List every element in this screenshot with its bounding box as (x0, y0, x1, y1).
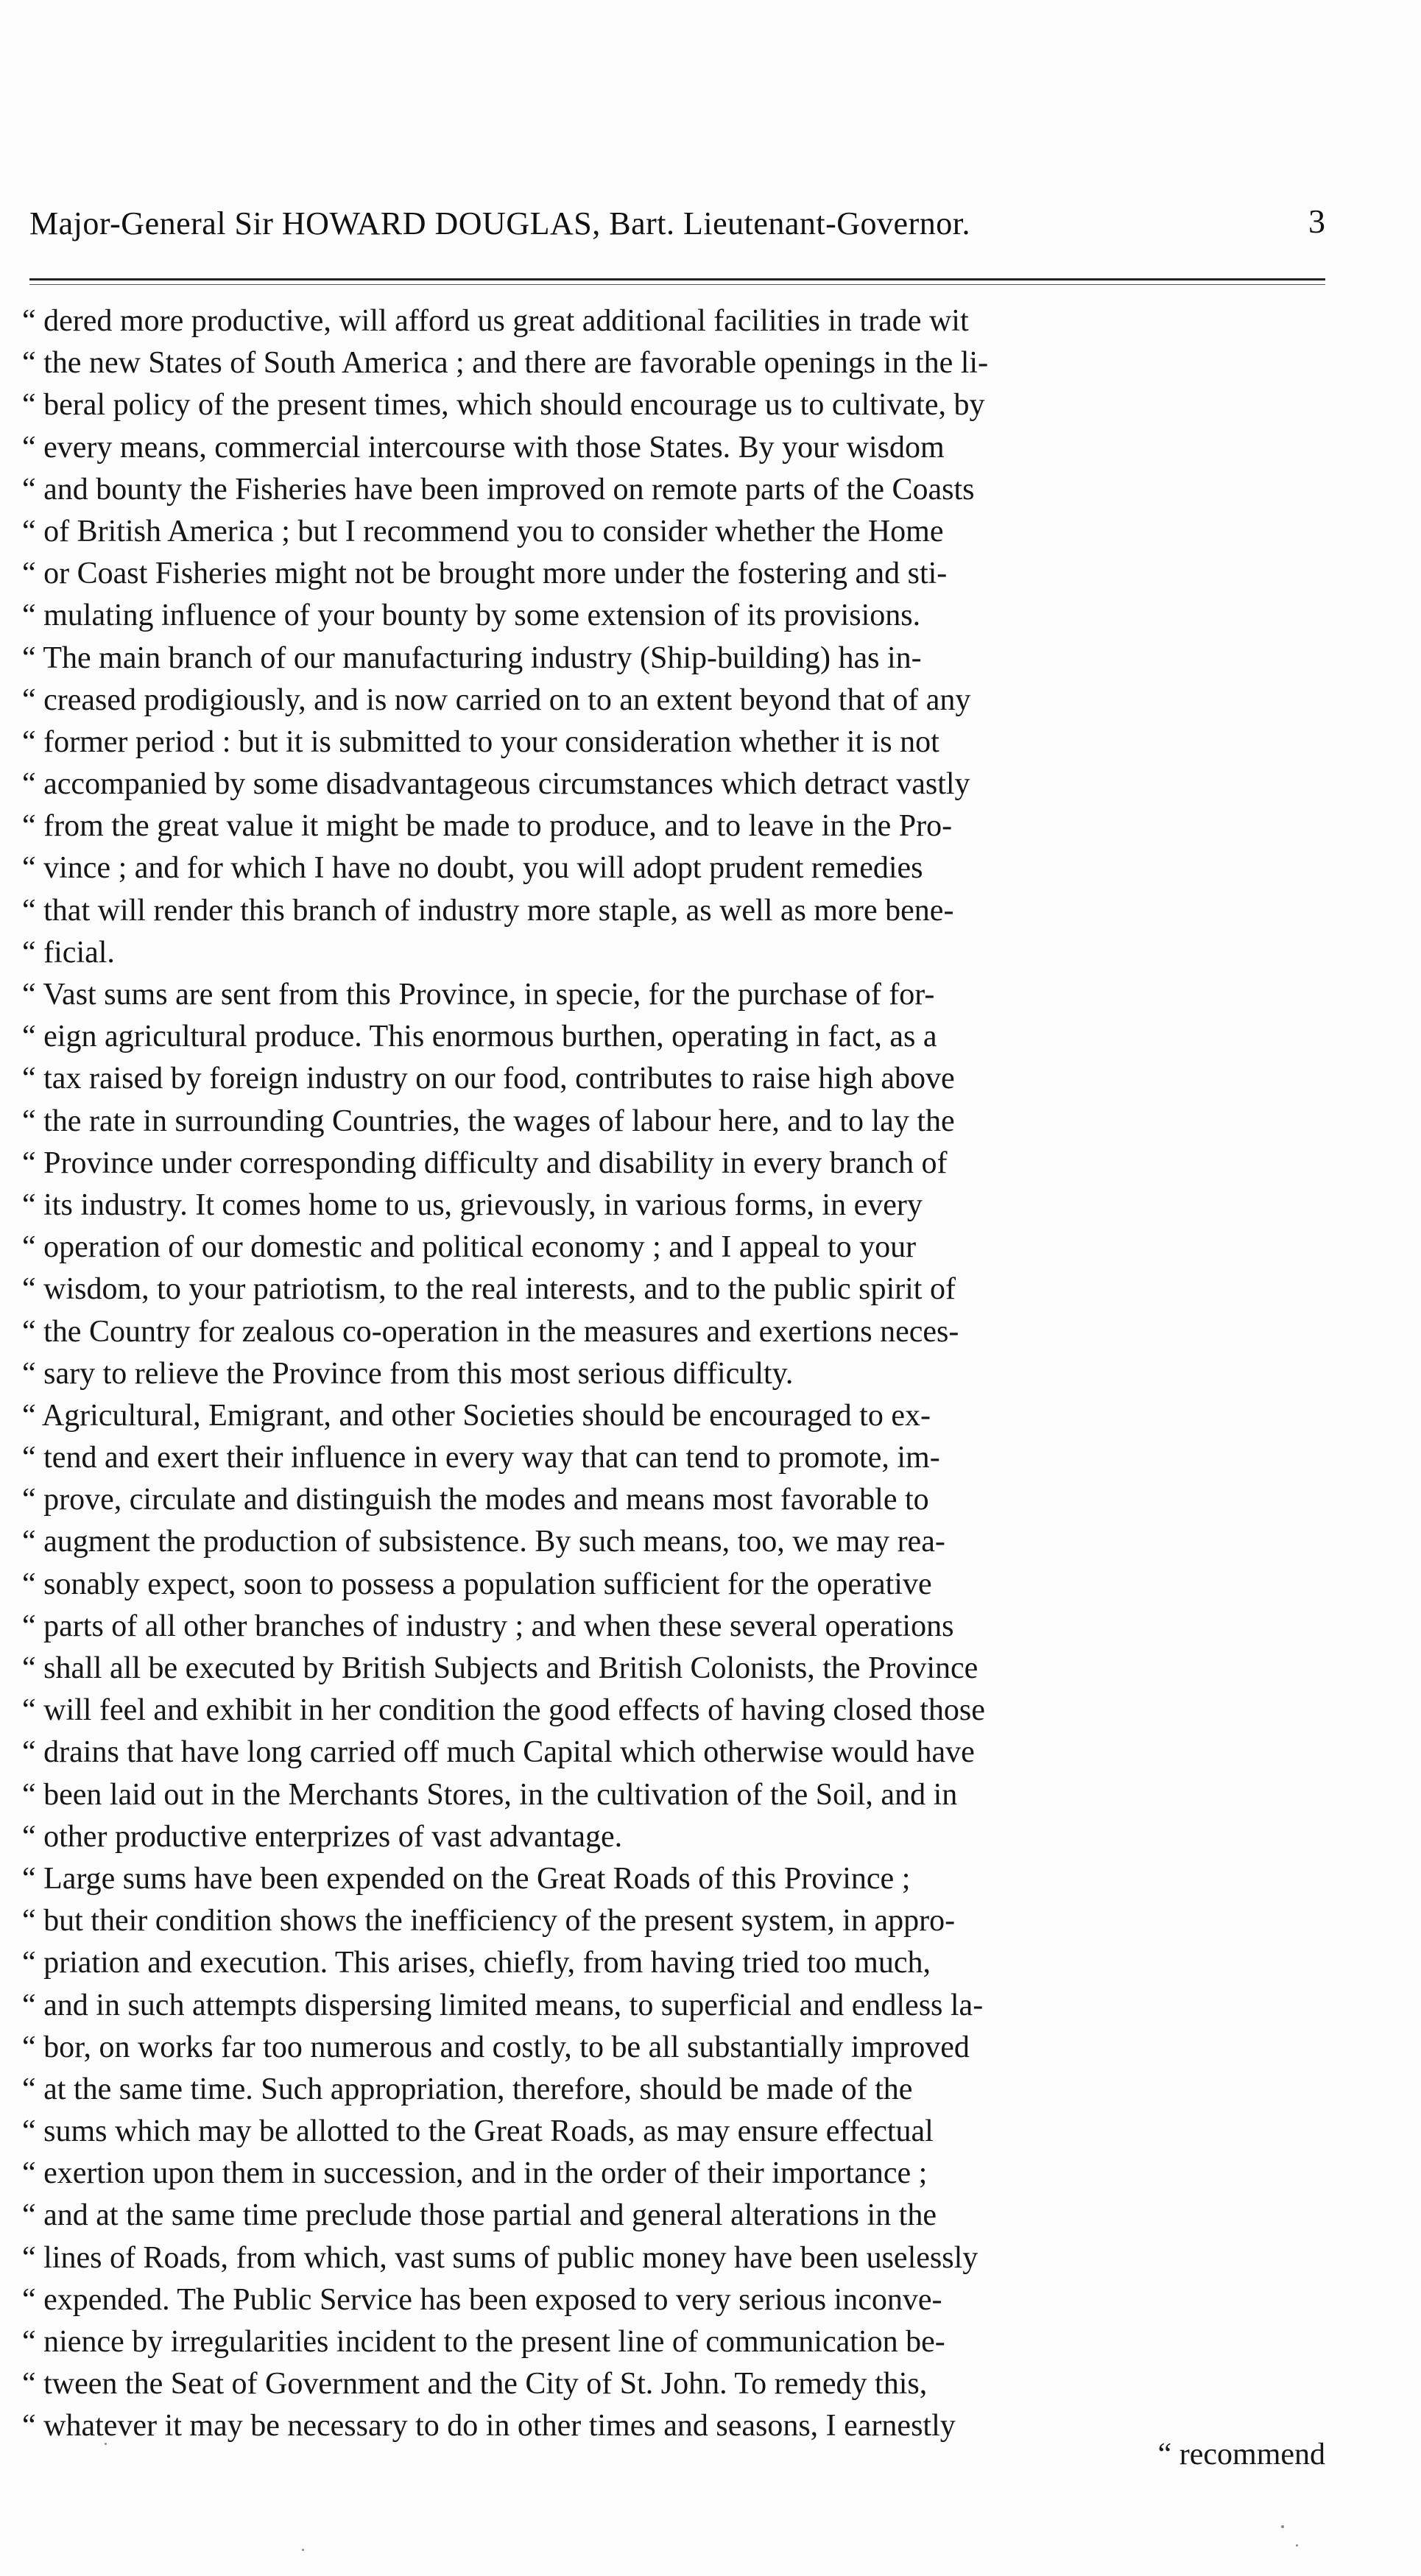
text-line: “ but their condition shows the inefficiency of the present system, in appro- (22, 1904, 956, 1938)
text-line: “ prove, circulate and distinguish the modes and means most favorable to (22, 1483, 929, 1517)
text-line: “ nience by irregularities incident to the present line of communication be- (22, 2325, 945, 2359)
body-text (22, 300, 1333, 2448)
text-line: “ the new States of South America ; and there are favorable openings in the li- (22, 346, 989, 381)
text-line: “ ficial. (22, 935, 115, 970)
text-line: “ that will render this branch of industry more staple, as well as more bene- (22, 893, 954, 928)
text-line: “ Province under corresponding difficulty and disability in every branch of (22, 1146, 948, 1180)
print-speck (302, 2549, 304, 2551)
text-line: “ and bounty the Fisheries have been improved on remote parts of the Coasts (22, 472, 975, 507)
header-rule (29, 278, 1325, 280)
text-line: “ whatever it may be necessary to do in other times and seasons, I earnestly (22, 2409, 956, 2443)
text-line: “ former period : but it is submitted to your consideration whether it is not (22, 724, 939, 759)
text-line: “ sums which may be allotted to the Great Roads, as may ensure effectual (22, 2114, 934, 2149)
text-line: “ sonably expect, soon to possess a population sufficient for the operative (22, 1567, 932, 1601)
text-line: “ expended. The Public Service has been exposed to very serious inconve- (22, 2282, 942, 2317)
print-speck (1281, 2525, 1284, 2528)
text-line: “ and in such attempts dispersing limited means, to superficial and endless la- (22, 1988, 984, 2022)
text-line: “ bor, on works far too numerous and costly, to be all substantially improved (22, 2030, 970, 2064)
text-line: “ parts of all other branches of industry ; and when these several operations (22, 1609, 954, 1643)
text-line: “ tend and exert their influence in every way that can tend to promote, im- (22, 1441, 940, 1475)
text-line: “ from the great value it might be made to produce, and to leave in the Pro- (22, 809, 953, 844)
text-line: “ or Coast Fisheries might not be brought more under the fostering and sti- (22, 557, 948, 591)
text-line: “ beral policy of the present times, which should encourage us to cultivate, by (22, 388, 985, 423)
text-line: “ at the same time. Such appropriation, therefore, should be made of the (22, 2072, 913, 2106)
text-line: “ exertion upon them in succession, and in the order of their importance ; (22, 2156, 928, 2191)
page-number: 3 (1308, 202, 1325, 240)
text-line: “ accompanied by some disadvantageous circumstances which detract vastly (22, 767, 970, 802)
catchword: “ recommend (1157, 2438, 1325, 2471)
text-line: “ The main branch of our manufacturing industry (Ship-building) has in- (22, 641, 922, 675)
text-line: “ will feel and exhibit in her condition the good effects of having closed those (22, 1693, 985, 1728)
text-line: “ Large sums have been expended on the Great Roads of this Province ; (22, 1861, 911, 1896)
text-line: “ the rate in surrounding Countries, the wages of labour here, and to lay the (22, 1104, 955, 1138)
text-line: “ tween the Seat of Government and the City of St. John. To remedy this, (22, 2367, 928, 2402)
text-line: “ dered more productive, will afford us great additional facilities in trade wit (22, 304, 969, 338)
print-speck (105, 2443, 107, 2445)
text-line: “ lines of Roads, from which, vast sums of public money have been uselessly (22, 2240, 979, 2275)
header-rule-thin (29, 284, 1325, 285)
text-line: “ wisdom, to your patriotism, to the real interests, and to the public spirit of (22, 1272, 956, 1307)
text-line: “ operation of our domestic and political economy ; and I appeal to your (22, 1230, 917, 1265)
text-line: “ its industry. It comes home to us, grievously, in various forms, in every (22, 1188, 923, 1222)
text-line: “ tax raised by foreign industry on our food, contributes to raise high above (22, 1062, 955, 1096)
text-line: “ Agricultural, Emigrant, and other Societies should be encouraged to ex- (22, 1398, 931, 1433)
text-line: “ creased prodigiously, and is now carried on to an extent beyond that of any (22, 682, 971, 717)
text-line: “ other productive enterprizes of vast advantage. (22, 1819, 623, 1854)
text-line: “ the Country for zealous co-operation in the measures and exertions neces- (22, 1314, 959, 1349)
text-line: “ every means, commercial intercourse with those States. By your wisdom (22, 430, 945, 465)
text-line: “ sary to relieve the Province from this most serious difficulty. (22, 1356, 794, 1391)
print-speck (1296, 2544, 1298, 2547)
text-line: “ Vast sums are sent from this Province, in specie, for the purchase of for- (22, 978, 935, 1012)
text-line: “ vince ; and for which I have no doubt, you will adopt prudent remedies (22, 851, 923, 886)
text-line: “ and at the same time preclude those partial and general alterations in the (22, 2198, 937, 2233)
running-head: Major-General Sir HOWARD DOUGLAS, Bart. Lieutenant-Governor. (29, 205, 970, 241)
text-line: “ priation and execution. This arises, chiefly, from having tried too much, (22, 1946, 931, 1980)
text-line: “ mulating influence of your bounty by some extension of its provisions. (22, 599, 921, 633)
text-line: “ eign agricultural produce. This enormous burthen, operating in fact, as a (22, 1020, 937, 1054)
text-line: “ of British America ; but I recommend you to consider whether the Home (22, 514, 944, 548)
text-line: “ augment the production of subsistence. By such means, too, we may rea- (22, 1525, 945, 1559)
text-line: “ shall all be executed by British Subjects and British Colonists, the Province (22, 1651, 979, 1685)
text-line: “ been laid out in the Merchants Stores, in the cultivation of the Soil, and in (22, 1777, 958, 1812)
page-header (29, 202, 1325, 256)
text-line: “ drains that have long carried off much Capital which otherwise would have (22, 1735, 975, 1770)
